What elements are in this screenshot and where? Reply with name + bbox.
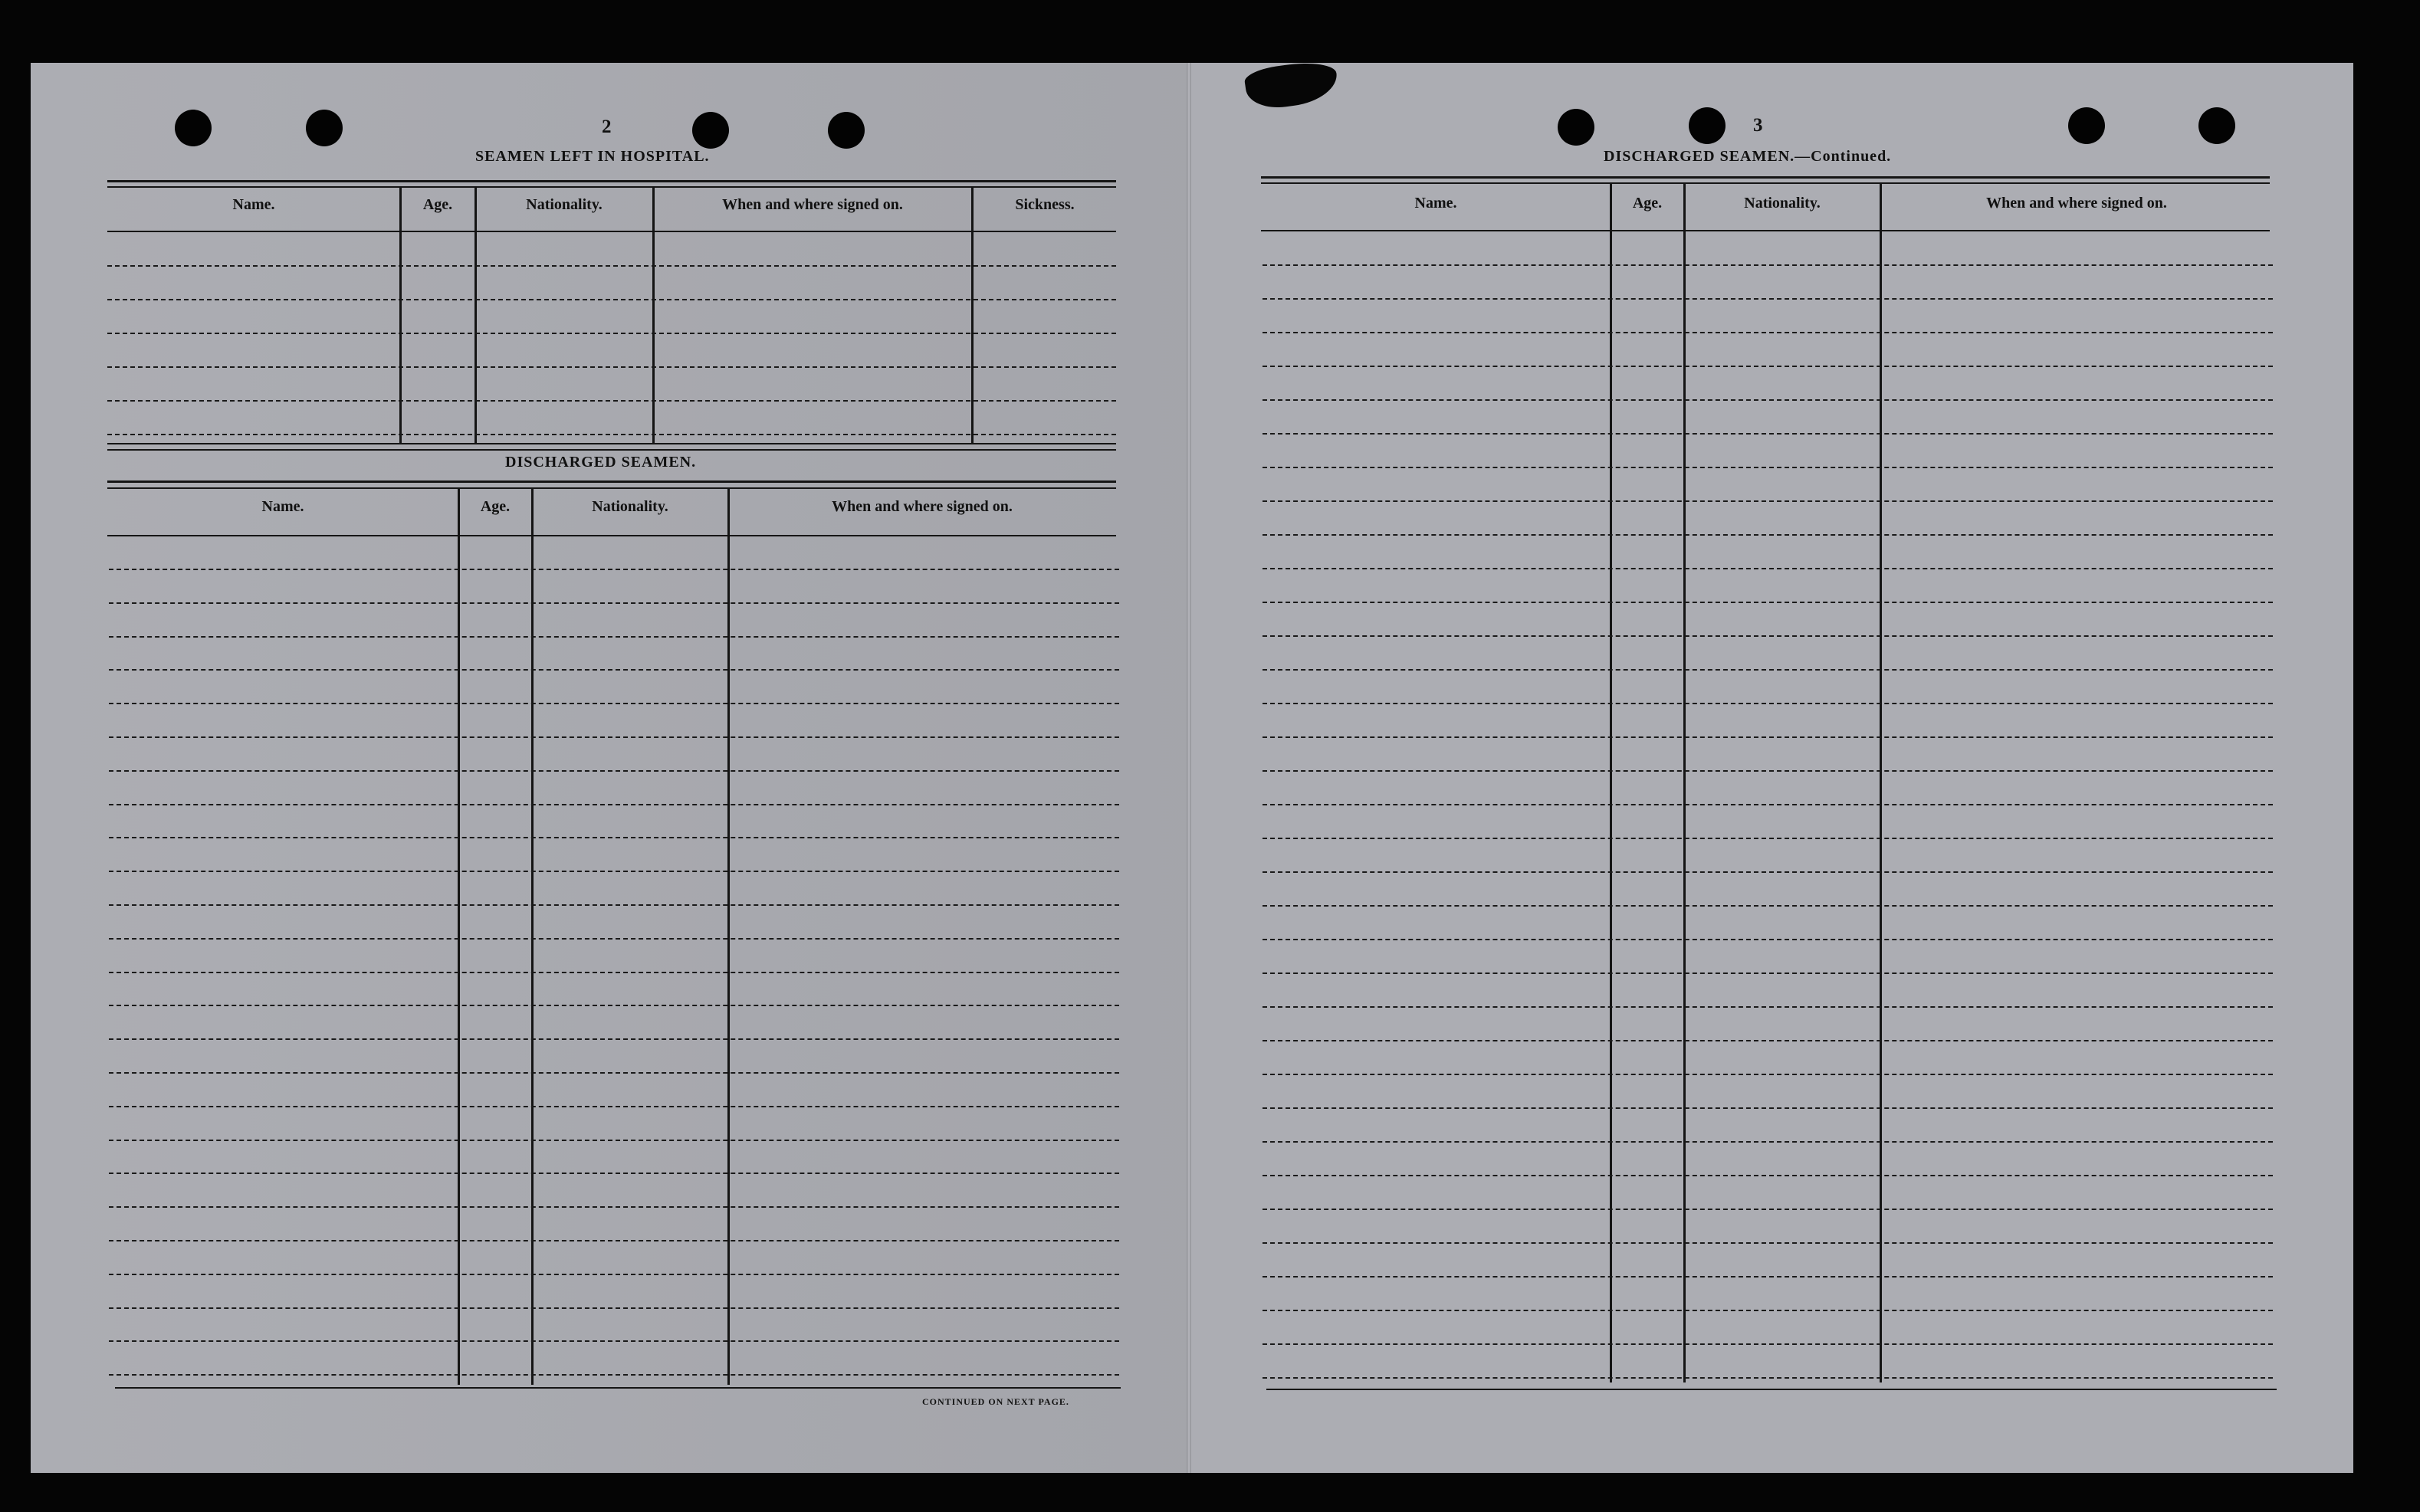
hospital-col-divider [474,187,477,444]
hospital-col-age: Age. [422,196,453,213]
ruled-line [1263,939,2273,940]
continued-col-name: Name. [1414,195,1457,212]
punch-hole [1558,109,1594,146]
hospital-table-bottom-rule [107,443,1116,444]
ruled-line [109,1340,1119,1342]
punch-hole [2198,107,2235,144]
discharged-col-name: Name. [261,498,304,515]
discharged-col-divider [531,488,534,1385]
ruled-line [1263,467,2273,468]
hospital-col-nationality: Nationality. [526,196,603,213]
ruled-line [107,299,1116,300]
ruled-line [1263,1074,2273,1075]
ruled-line [109,1072,1119,1074]
ruled-line [1263,1175,2273,1176]
ruled-line [1263,1310,2273,1311]
ruled-line [109,904,1119,906]
hospital-section-title: SEAMEN LEFT IN HOSPITAL. [475,148,710,165]
discharged-table-bottom-rule [115,1387,1121,1389]
ruled-line [1263,1141,2273,1143]
ruled-line [109,602,1119,604]
hospital-col-when-where: When and where signed on. [722,196,903,213]
continued-table-top-rule-2 [1261,182,2270,184]
punch-hole [2068,107,2105,144]
ruled-line [1263,366,2273,367]
ruled-line [1263,500,2273,502]
hospital-table-top-rule [107,180,1116,182]
discharged-continued-suffix: —Continued. [1794,148,1892,165]
ruled-line [1263,770,2273,772]
continued-col-divider [1683,183,1686,1382]
ruled-line [109,1106,1119,1107]
discharged-header-underline [107,535,1116,536]
hospital-col-sickness: Sickness. [1015,196,1075,213]
discharged-col-age: Age. [480,498,511,515]
ruled-line [109,736,1119,738]
ruled-line [107,265,1116,267]
ruled-line [109,1005,1119,1006]
ruled-line [109,837,1119,838]
ruled-line [109,636,1119,638]
ruled-line [107,400,1116,402]
ruled-line [1263,1209,2273,1210]
ruled-line [1263,635,2273,637]
discharged-col-divider [727,488,730,1385]
discharged-col-when-where: When and where signed on. [832,498,1013,515]
page-number-left: 2 [602,116,612,137]
discharged-table-top-rule [107,480,1116,483]
page-fold [1187,63,1191,1473]
ruled-line [1263,298,2273,300]
continued-note: CONTINUED ON NEXT PAGE. [922,1396,1069,1407]
ruled-line [1263,871,2273,873]
ruled-line [109,804,1119,805]
ruled-line [1263,736,2273,738]
continued-col-divider [1610,183,1612,1382]
discharged-continued-title [1604,148,1891,166]
ruled-line [109,871,1119,872]
continued-col-nationality: Nationality. [1744,195,1821,212]
continued-col-divider [1880,183,1882,1382]
ruled-line [109,938,1119,940]
ruled-line [1263,399,2273,401]
discharged-col-divider [458,488,460,1385]
ruled-line [1263,433,2273,435]
ruled-line [109,1038,1119,1040]
ruled-line [109,1274,1119,1275]
punch-hole [306,110,343,146]
ruled-line [1263,1040,2273,1041]
ruled-line [109,1140,1119,1141]
discharged-table-top-rule-2 [107,487,1116,489]
page-number-right: 3 [1753,115,1764,136]
continued-table-bottom-rule [1266,1389,2277,1390]
ruled-line [1263,1343,2273,1345]
continued-table-top-rule [1261,176,2270,179]
hospital-header-underline [107,231,1116,232]
ruled-line [109,1307,1119,1309]
ruled-line [1263,534,2273,536]
ruled-line [109,1240,1119,1241]
hospital-col-divider [971,187,974,444]
ruled-line [1263,703,2273,704]
ruled-line [109,1374,1119,1376]
hospital-col-divider [399,187,402,444]
ruled-line [1263,838,2273,839]
ruled-line [109,1173,1119,1174]
ruled-line [1263,332,2273,333]
ruled-line [1263,669,2273,671]
punch-hole [828,112,865,149]
hospital-table-bottom-rule-2 [107,449,1116,451]
ruled-line [1263,1107,2273,1109]
discharged-continued-title-main: DISCHARGED SEAMEN. [1604,148,1795,165]
continued-header-underline [1261,230,2270,231]
ruled-line [109,972,1119,973]
hospital-col-name: Name. [232,196,275,213]
ruled-line [107,366,1116,368]
punch-hole [1689,107,1726,144]
punch-hole [175,110,212,146]
continued-col-age: Age. [1632,195,1663,212]
discharged-col-nationality: Nationality. [592,498,668,515]
ruled-line [1263,1377,2273,1379]
ruled-line [109,770,1119,772]
discharged-section-title: DISCHARGED SEAMEN. [505,454,697,471]
ruled-line [1263,568,2273,569]
hospital-table-top-rule-2 [107,186,1116,188]
hospital-col-divider [652,187,655,444]
ruled-line [109,703,1119,704]
ruled-line [1263,264,2273,266]
ruled-line [109,669,1119,671]
ruled-line [1263,972,2273,974]
continued-col-when-where: When and where signed on. [1986,195,2167,212]
ruled-line [109,1206,1119,1208]
ruled-line [1263,1242,2273,1244]
ruled-line [1263,804,2273,805]
right-page [1188,63,2353,1473]
ruled-line [1263,1276,2273,1277]
left-page [31,63,1193,1473]
punch-hole [692,112,729,149]
ruled-line [109,569,1119,570]
ruled-line [1263,1006,2273,1008]
ruled-line [107,434,1116,435]
ruled-line [107,333,1116,334]
ruled-line [1263,602,2273,603]
ruled-line [1263,905,2273,907]
